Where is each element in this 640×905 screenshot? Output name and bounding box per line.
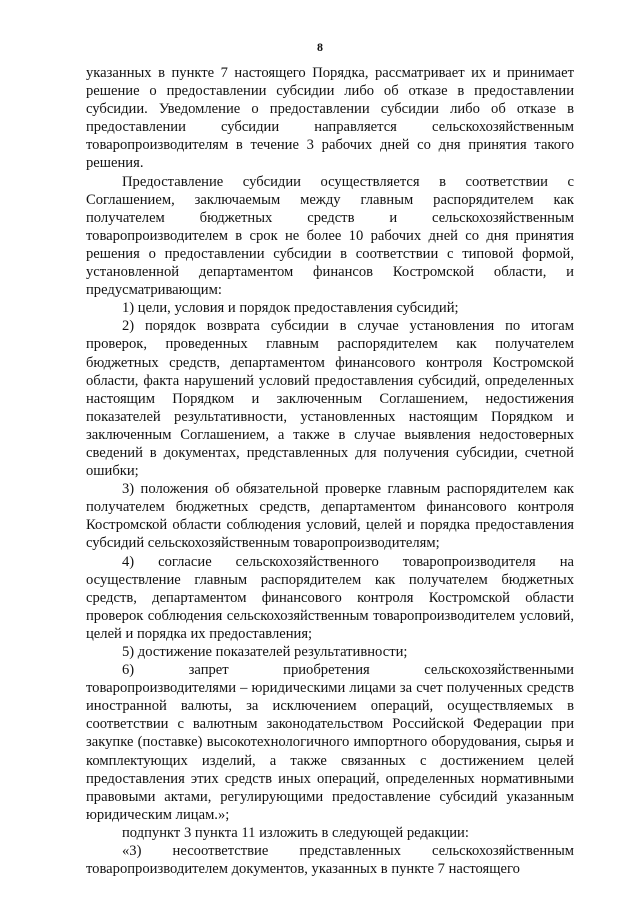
list-item-5: 5) достижение показателей результативности;	[122, 644, 408, 660]
list-item-2: 2) порядок возврата субсидии в случае установления по итогам проверок, проведенных главным распорядителем как получателем бюджетных средств, департаментом финансового контроля Костромской области, факта нарушений условий предоставления субсидий, определенных настоящим Порядком и заключенным Соглашением, недостижения показателей результативности, установленных настоящим Порядком и заключенным Соглашением, а также в случае выявления недостоверных сведений в документах, представленных для получения субсидии, счетной ошибки;	[86, 318, 574, 480]
list-item-1: 1) цели, условия и порядок предоставления субсидий;	[122, 300, 459, 317]
paragraph-continuation: указанных в пункте 7 настоящего Порядка, рассматривает их и принимает решение о предоставлении субсидии либо об отказе в предоставлении субсидии. Уведомление о предоставлении субсидии либо об отказе в предоставлении субсидии направляется сельскохозяйственным товаропроизводителям в течение 3 рабочих дней со дня принятия такого решения.	[86, 65, 574, 172]
list-item-3: 3) положения об обязательной проверке главным распорядителем как получателем бюджетных средств, департаментом финансового контроля Костромской области соблюдения условий, целей и порядка предоставления субсидий сельскохозяйственным товаропроизводителям;	[86, 481, 574, 552]
document-body	[86, 64, 574, 878]
paragraph-amendment-intro: подпункт 3 пункта 11 изложить в следующей редакции:	[122, 824, 469, 841]
list-item-4: 4) согласие сельскохозяйственного товаропроизводителя на осуществление главным распорядителем как получателем бюджетных средств, департаментом финансового контроля Костромской области проверок соблюдения сельскохозяйственным товаропроизводителем условий, целей и порядка их предоставления;	[86, 553, 574, 642]
paragraph-agreement: Предоставление субсидии осуществляется в соответствии с Соглашением, заключаемым между главным распорядителем как получателем бюджетных средств и сельскохозяйственным товаропроизводителем в срок не более 10 рабочих дней со дня принятия решения о предоставлении субсидии в соответствии с типовой формой, установленной департаментом финансов Костромской области, и предусматривающим:	[86, 173, 574, 299]
page-number: 8	[317, 40, 323, 54]
paragraph-amendment-text: «3) несоответствие представленных сельскохозяйственным товаропроизводителем документов, указанных в пункте 7 настоящего	[86, 843, 574, 878]
list-item-6: 6) запрет приобретения сельскохозяйственными товаропроизводителями – юридическими лицами за счет полученных средств иностранной валюты, за исключением операций, осуществляемых в соответствии с валютным законодательством Российской Федерации при закупке (поставке) высокотехнологичного импортного оборудования, сырья и комплектующих изделий, а также связанных с достижением целей предоставления этих средств иных операций, определенных нормативными правовыми актами, регулирующими предоставление субсидий указанным юридическим лицам.»;	[86, 662, 574, 823]
